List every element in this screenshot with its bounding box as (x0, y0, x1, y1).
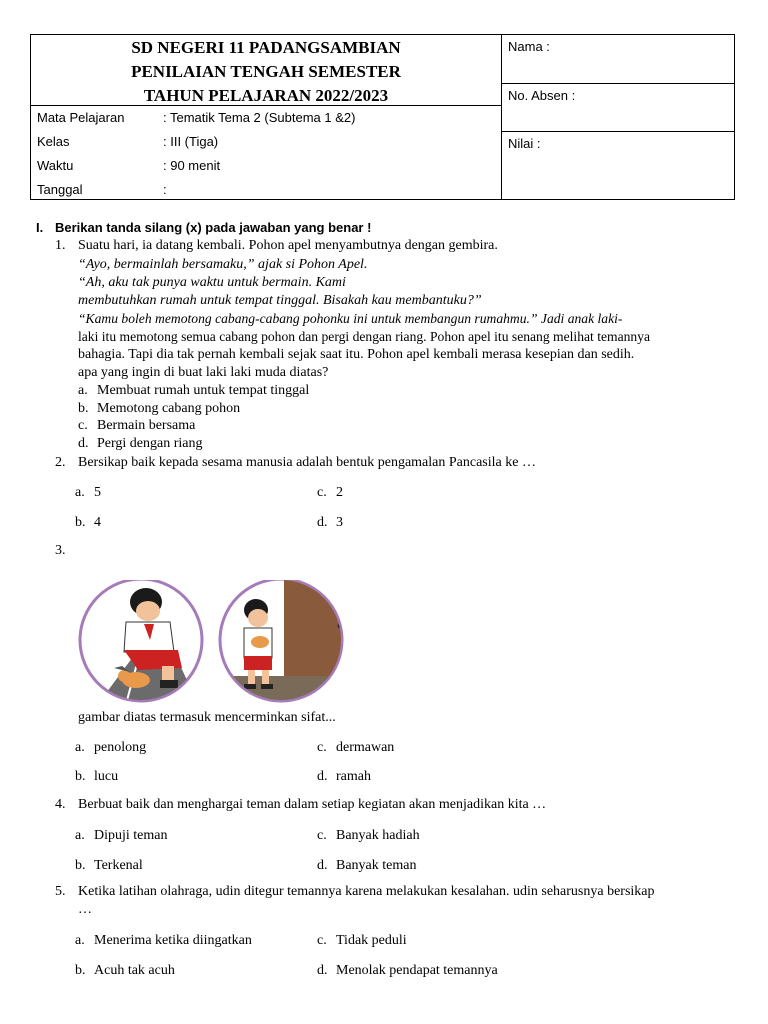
option-text: Bermain bersama (97, 418, 196, 433)
option-text: Banyak hadiah (336, 828, 420, 843)
option-text: 5 (94, 485, 101, 500)
q4-option-a[interactable] (75, 827, 168, 845)
q5-option-d[interactable] (317, 962, 498, 980)
question-number: 4. (55, 797, 66, 812)
option-letter: d. (78, 436, 89, 451)
option-text: 3 (336, 515, 343, 530)
option-letter: b. (75, 515, 86, 530)
option-letter: a. (75, 740, 85, 755)
option-text: Acuh tak acuh (94, 963, 175, 978)
option-text: penolong (94, 740, 147, 755)
q1-option-b[interactable] (78, 400, 240, 418)
q4-option-c[interactable] (317, 827, 420, 845)
info-value: : Tematik Tema 2 (Subtema 1 &2) (163, 110, 356, 125)
option-letter: a. (78, 383, 88, 398)
option-text: dermawan (336, 740, 395, 755)
info-label: Kelas (37, 134, 70, 149)
q1-passage-line: laki itu memotong semua cabang pohon dan pergi dengan riang. Pohon apel itu senang melihat temannya (78, 329, 651, 344)
q2-option-a[interactable] (75, 484, 101, 502)
option-letter: d. (317, 858, 328, 873)
option-letter: a. (75, 828, 85, 843)
option-text: Menerima ketika diingatkan (94, 933, 252, 948)
q4-option-d[interactable] (317, 857, 416, 875)
q3-option-c[interactable] (317, 739, 394, 757)
q2-option-c[interactable] (317, 484, 343, 502)
option-letter: d. (317, 515, 328, 530)
question-number: 2. (55, 455, 66, 470)
absence-number-label: No. Absen : (508, 88, 576, 103)
section-instruction (36, 220, 371, 235)
q5-option-b[interactable] (75, 962, 175, 980)
q4-option-b[interactable] (75, 857, 143, 875)
option-text: Menolak pendapat temannya (336, 963, 498, 978)
q4-question: Berbuat baik dan menghargai teman dalam setiap kegiatan akan menjadikan kita … (78, 797, 547, 812)
q1-question: apa yang ingin di buat laki laki muda diatas? (78, 365, 329, 380)
q1-passage-line: membutuhkan rumah untuk tempat tinggal. Bisakah kau membantuku?” (78, 293, 482, 308)
option-text: Pergi dengan riang (97, 436, 203, 451)
option-letter: d. (317, 769, 328, 784)
q1-option-a[interactable] (78, 382, 309, 400)
option-text: Membuat rumah untuk tempat tinggal (97, 383, 310, 398)
info-value: : III (Tiga) (163, 134, 219, 149)
q3-option-d[interactable] (317, 768, 371, 786)
section-instruction-text: Berikan tanda silang (x) pada jawaban yang benar ! (55, 220, 372, 235)
option-letter: c. (317, 828, 327, 843)
q1-option-c[interactable] (78, 417, 195, 435)
q5-question: Ketika latihan olahraga, udin ditegur temannya karena melakukan kesalahan. udin seharusnya bersikap (78, 884, 655, 899)
option-text: Memotong cabang pohon (97, 401, 241, 416)
info-label: Waktu (37, 158, 74, 173)
option-letter: c. (317, 933, 327, 948)
q3-illustration (78, 580, 350, 704)
option-letter: c. (317, 740, 327, 755)
option-letter: a. (75, 485, 85, 500)
option-text: 4 (94, 515, 101, 530)
exam-name: PENILAIAN TENGAH SEMESTER (131, 62, 401, 81)
carrying-cat-scene (218, 580, 348, 704)
q2-option-b[interactable] (75, 514, 101, 532)
option-letter: b. (78, 401, 89, 416)
q1-passage-line: “Ayo, bermainlah bersamaku,” ajak si Pohon Apel. (78, 257, 368, 272)
info-label: Tanggal (37, 182, 83, 197)
question-number: 1. (55, 238, 66, 253)
option-letter: b. (75, 769, 86, 784)
q5-option-c[interactable] (317, 932, 407, 950)
q1-passage-line: “Ah, aku tak punya waktu untuk bermain. Kami (78, 275, 346, 290)
option-letter: c. (317, 485, 327, 500)
option-text: Dipuji teman (94, 828, 168, 843)
option-text: Tidak peduli (336, 933, 407, 948)
info-value: : (163, 182, 167, 197)
option-letter: d. (317, 963, 328, 978)
q5-question-continuation: … (78, 902, 92, 917)
question-number: 5. (55, 884, 66, 899)
info-label: Mata Pelajaran (37, 110, 125, 125)
q2-question: Bersikap baik kepada sesama manusia adalah bentuk pengamalan Pancasila ke … (78, 455, 536, 470)
question-number: 3. (55, 543, 66, 558)
score-label: Nilai : (508, 136, 541, 151)
name-label: Nama : (508, 39, 550, 54)
academic-year: TAHUN PELAJARAN 2022/2023 (143, 86, 389, 105)
school-name: SD NEGERI 11 PADANGSAMBIAN (131, 38, 401, 57)
option-text: lucu (94, 769, 119, 784)
q1-option-d[interactable] (78, 435, 203, 453)
q3-question: gambar diatas termasuk mencerminkan sifat... (78, 710, 336, 725)
q3-option-b[interactable] (75, 768, 118, 786)
q2-option-d[interactable] (317, 514, 343, 532)
q1-passage-line: “Kamu boleh memotong cabang-cabang pohonku ini untuk membangun rumahmu.” Jadi anak laki- (78, 311, 623, 326)
info-value: : 90 menit (163, 158, 221, 173)
option-text: ramah (336, 769, 371, 784)
option-text: 2 (336, 485, 343, 500)
helping-cat-scene (80, 580, 202, 704)
option-text: Terkenal (94, 858, 143, 873)
q1-passage-line: bahagia. Tapi dia tak pernah kembali sejak saat itu. Pohon apel kembali merasa kesepian dan sedih. (78, 347, 635, 362)
q5-option-a[interactable] (75, 932, 252, 950)
option-letter: b. (75, 963, 86, 978)
q3-option-a[interactable] (75, 739, 146, 757)
option-letter: b. (75, 858, 86, 873)
option-letter: a. (75, 933, 85, 948)
section-number: I. (36, 220, 44, 235)
option-text: Banyak teman (336, 858, 417, 873)
option-letter: c. (78, 418, 88, 433)
q1-passage-line: Suatu hari, ia datang kembali. Pohon apel menyambutnya dengan gembira. (78, 238, 498, 253)
